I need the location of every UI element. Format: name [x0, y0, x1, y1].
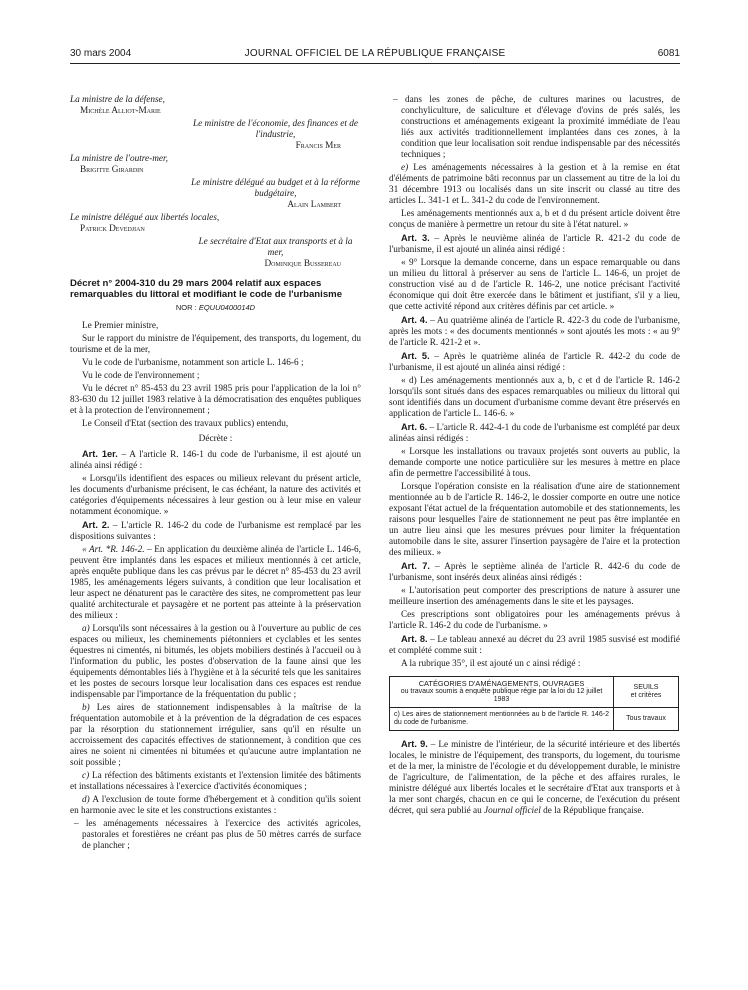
paragraph-text: Lorsqu'ils sont nécessaires à la gestion ou à l'ouverture au public de ces espaces ou milieux, les cheminements piétonniers et cyclables et les sentes équestres ni cimentés, ni bitumés, les objets mobiliers destinés à l'accueil ou à l'information du public, les postes d'observation de la faune ainsi que les équipements démontables liés à l'hygiène et à la sécurité tels que les sanitaires et les postes de secours lorsque leur localisation dans ces espaces est rendue indispensable par l'importance de la fréquentation du public ; — [70, 624, 361, 700]
preamble-line: Le Conseil d'Etat (section des travaux publics) entendu, — [82, 419, 289, 429]
preamble — [70, 321, 361, 445]
paragraph-text: – L'article R. 442-4-1 du code de l'urbanisme est complété par deux alinéas ainsi rédigés : — [389, 423, 680, 444]
article-9-text: – Le ministre de l'intérieur, de la sécurité intérieure et des libertés locales, le ministre de l'équipement, des transports, du logement, du tourisme et de la mer, la ministre de l'écologie et du développement durable, le ministre de l'agriculture, de l'alimentation, de la pêche et des affaires rurales, le ministre délégué aux libertés locales et le secrétaire d'Etat aux transports et à la mer sont chargés, chacun en ce qui le concerne, de l'exécution du présent décret, qui sera publié au — [389, 740, 680, 816]
paragraph-text: – L'article R. 146-2 du code de l'urbanisme est remplacé par les dispositions suivantes : — [70, 521, 361, 542]
paragraph — [389, 233, 680, 256]
signatory-role: La ministre de la défense, — [70, 95, 165, 105]
page-header — [70, 48, 680, 62]
paragraph-text: « L'autorisation peut comporter des prescriptions de nature à assurer une meilleure insertion des aménagements dans le site et les paysages. — [389, 586, 680, 607]
paragraph — [70, 819, 361, 852]
article-lead: Art. 5. — [401, 351, 430, 361]
signature-block — [70, 119, 361, 152]
article-lead: Art. 6. — [401, 422, 428, 432]
left-paragraphs — [70, 449, 361, 852]
paragraph-text: « 9° Lorsque la demande concerne, dans un espace remarquable ou dans un milieu du littoral à préserver au sens de l'article L. 146-6, un projet de construction visé au d de l'article R. 146-2, une notice précisant l'activité économique qui doit être exercée dans le bâtiment et justifiant, s'il y a lieu, que cette activité répond aux critères définis par cet article. » — [389, 258, 680, 312]
paragraph-text: – les aménagements nécessaires à l'exercice des activités agricoles, pastorales et forestières ne créant pas plus de 50 mètres carrés de surface de plancher ; — [74, 819, 361, 851]
paragraph — [389, 561, 680, 584]
paragraph-text: Ces prescriptions sont obligatoires pour les aménagements prévus à l'article R. 146-2 du code de l'urbanisme. » — [389, 610, 680, 631]
item-lead: a) — [82, 624, 90, 634]
paragraph — [70, 624, 361, 701]
signature-block — [70, 178, 361, 211]
paragraph — [389, 95, 680, 161]
signatory-role: La ministre de l'outre-mer, — [70, 154, 168, 164]
signatures-block — [70, 95, 361, 270]
paragraph — [389, 258, 680, 313]
table-cell-category: c) Les aires de stationnement mentionnées au b de l'article R. 146-2 du code de l'urbanisme. — [390, 708, 614, 731]
header-date: 30 mars 2004 — [70, 48, 132, 59]
paragraph-text: – A l'article R. 146-1 du code de l'urbanisme, il est ajouté un alinéa ainsi rédigé : — [70, 450, 361, 471]
paragraph-text: – Après le neuvième alinéa de l'article R. 421-2 du code de l'urbanisme, il est ajouté un alinéa ainsi rédigé : — [389, 234, 680, 255]
paragraph — [70, 449, 361, 472]
paragraph — [389, 209, 680, 231]
item-lead: « Art. *R. 146-2. — [82, 545, 145, 555]
paragraph-text: – Après le quatrième alinéa de l'article R. 442-2 du code de l'urbanisme, il est ajouté un alinéa ainsi rédigé : — [389, 352, 680, 373]
paragraph — [70, 474, 361, 518]
signatory-name: Patrick Devedjian — [80, 224, 145, 234]
table-row — [390, 708, 679, 731]
item-lead: b) — [82, 703, 90, 713]
annex-table — [389, 676, 679, 731]
preamble-line: Vu le décret n° 85-453 du 23 avril 1985 pris pour l'application de la loi n° 83-630 du 12 juillet 1983 relative à la démocratisation des enquêtes publiques et à la protection de l'environnement ; — [70, 384, 361, 416]
paragraph — [70, 771, 361, 793]
article-lead: Art. 7. — [401, 561, 430, 571]
paragraph — [389, 586, 680, 608]
article-lead: Art. 3. — [401, 233, 430, 243]
signatory-name: Brigitte Girardin — [80, 165, 144, 175]
paragraph-text: – dans les zones de pêche, de cultures marines ou lacustres, de conchyliculture, de saliculture et d'élevage d'ovins de prés salés, les constructions et aménagements exigeant la proximité immédiate de l'eau liés aux activités traditionnellement implantées dans ces zones, à la condition que leur localisation soit rendue indispensable par des nécessités techniques ; — [393, 95, 680, 160]
signatory-name: Dominique Bussereau — [264, 259, 341, 269]
table-head-right-2: et critères — [630, 692, 662, 699]
paragraph-text: La réfection des bâtiments existants et l'extension limitée des bâtiments et installations nécessaires à l'exercice d'activités économiques ; — [70, 771, 361, 792]
paragraph — [389, 351, 680, 374]
paragraph — [70, 795, 361, 817]
decret-title: Décret n° 2004-310 du 29 mars 2004 relatif aux espaces remarquables du littoral et modifiant le code de l'urbanisme — [70, 278, 343, 300]
paragraph — [389, 659, 680, 670]
right-column — [389, 95, 680, 819]
nor-code: EQUU0400014D — [198, 303, 256, 312]
article-lead: Art. 8. — [401, 634, 428, 644]
table-cell-threshold: Tous travaux — [614, 708, 679, 731]
item-lead: d) — [82, 795, 90, 805]
table-head-right-1: SEUILS — [633, 684, 659, 691]
left-column — [70, 95, 361, 854]
signature-block — [70, 213, 361, 235]
preamble-line: Le Premier ministre, — [82, 321, 159, 331]
journal-officiel-ref: Journal officiel — [484, 806, 541, 816]
signature-block — [70, 237, 361, 270]
paragraph-text: – Après le septième alinéa de l'article R. 442-6 du code de l'urbanisme, sont insérés deux alinéas ainsi rédigés : — [389, 562, 681, 583]
paragraph-text: – Au quatrième alinéa de l'article R. 422-3 du code de l'urbanisme, après les mots : « des documents mentionnés » sont ajoutés les mots : « au 9° de l'article R. 421-2 et ». — [389, 316, 680, 348]
signatory-role: Le ministre délégué aux libertés locales, — [70, 213, 220, 223]
paragraph-text: Les aménagements mentionnés aux a, b et d du présent article doivent être conçus de manière à permettre un retour du site à l'état naturel. » — [389, 209, 680, 230]
paragraph-text: « Lorsqu'ils identifient des espaces ou milieux relevant du présent article, les documents d'urbanisme précisent, le cas échéant, la nature des activités et catégories d'équipements nécessaires à leur gestion ou à leur mise en valeur notamment économique. » — [70, 474, 361, 517]
paragraph-text: « d) Les aménagements mentionnés aux a, b, c et d de l'article R. 146-2 lorsqu'ils sont situés dans des espaces remarquables ou milieux du littoral qui sont identifiés dans un document d'urbanisme comme devant être préservés en application de l'article L. 146-6. » — [389, 376, 680, 419]
table-header-row — [390, 677, 679, 708]
paragraph-text: Les aménagements nécessaires à la gestion et à la remise en état d'éléments de patrimoine bâti reconnus par un classement au titre de la loi du 31 décembre 1913 ou localisés dans un site inscrit ou classé au titre des articles L. 341-1 et L. 341-2 du code de l'environnement. — [389, 163, 680, 206]
article-lead: Art. 4. — [401, 315, 428, 325]
header-rule — [70, 63, 680, 64]
paragraph — [389, 610, 680, 632]
paragraph-text: – Le tableau annexé au décret du 23 avril 1985 susvisé est modifié et complété comme suit : — [389, 635, 680, 656]
table-head-main: CATÉGORIES D'AMÉNAGEMENTS, OUVRAGES — [418, 679, 585, 688]
preamble-line: Vu le code de l'urbanisme, notamment son article L. 146-6 ; — [82, 358, 304, 368]
header-page-number: 6081 — [657, 48, 680, 59]
paragraph-text: A l'exclusion de toute forme d'hébergement et à condition qu'ils soient en harmonie avec le site et les constructions existantes : — [70, 795, 361, 816]
article-lead: Art. 2. — [82, 520, 110, 530]
signatory-name: Alain Lambert — [287, 200, 341, 210]
paragraph-text: – En application du deuxième alinéa de l'article L. 146-6, peuvent être implantés dans les espaces et milieux mentionnés à cet article, après enquête publique dans les cas prévus par le décret n° 85-453 du 23 avril 1985, les aménagements légers suivants, à condition que leur localisation et leur aspect ne dénaturent pas le caractère des sites, ne compromettent pas leur qualité architecturale et paysagère et ne portent pas atteinte à la préservation des milieux : — [70, 545, 361, 621]
signatory-name: Michèle Alliot-Marie — [80, 106, 161, 116]
paragraph-text: Les aires de stationnement indispensables à la maîtrise de la fréquentation automobile et à la prévention de la dégradation de ces espaces par la résorption du stationnement irrégulier, sans qu'il en résulte un accroissement des capacités effectives de stationnement, à condition que ces aires ne soient ni cimentées ni bitumées et qu'aucune autre implantation ne soit possible ; — [70, 703, 361, 768]
paragraph — [389, 163, 680, 207]
item-lead: c) — [82, 771, 90, 781]
preamble-line: Sur le rapport du ministre de l'équipement, des transports, du logement, du tourisme et de la mer, — [70, 334, 361, 355]
paragraph — [389, 376, 680, 420]
nor-label: NOR : — [175, 303, 197, 312]
paragraph — [70, 520, 361, 543]
paragraph — [70, 703, 361, 769]
table-header-main — [390, 677, 614, 708]
paragraph — [389, 447, 680, 480]
signatory-role: Le ministre de l'économie, des finances et de l'industrie, — [192, 119, 358, 140]
preamble-line: Décrète : — [198, 434, 233, 444]
article-lead: Art. 1er. — [82, 449, 118, 459]
paragraph-text: « Lorsque les installations ou travaux projetés sont ouverts au public, la demande comporte une notice particulière sur les mesures à mettre en place afin de permettre l'accessibilité à tous. — [389, 447, 680, 479]
signatory-role: Le secrétaire d'Etat aux transports et à la mer, — [198, 237, 353, 258]
paragraph-text: Lorsque l'opération consiste en la réalisation d'une aire de stationnement mentionnée au b de l'article R. 146-2, le dossier comporte en outre une notice exposant l'état actuel de la fréquentation automobile et des stationnements, les raisons pour lesquelles l'aire de stationnement ne peut pas être implantée en un autre lieu ainsi que les mesures prévues pour limiter la fréquentation automobile dans le site, assurer l'insertion paysagère de l'aire et la protection des milieux. » — [389, 482, 680, 558]
article-9-end: de la République française. — [540, 806, 644, 816]
nor-line — [70, 302, 361, 313]
paragraph — [389, 482, 680, 559]
paragraph — [389, 634, 680, 657]
table-head-sub: ou travaux soumis à enquête publique régie par la loi du 12 juillet 1983 — [400, 688, 603, 703]
article-9-lead: Art. 9. — [401, 739, 428, 749]
signatory-name: Francis Mer — [295, 141, 341, 151]
signature-block — [70, 95, 361, 117]
item-lead: e) — [401, 163, 409, 173]
right-paragraphs — [389, 95, 680, 670]
signature-block — [70, 154, 361, 176]
paragraph-text: A la rubrique 35°, il est ajouté un c ainsi rédigé : — [401, 659, 581, 669]
signatory-role: Le ministre délégué au budget et à la réforme budgétaire, — [191, 178, 360, 199]
paragraph — [389, 422, 680, 445]
article-9 — [389, 739, 680, 817]
table-header-thresholds — [614, 677, 679, 708]
preamble-line: Vu le code de l'environnement ; — [82, 371, 200, 381]
paragraph — [70, 545, 361, 622]
paragraph — [389, 315, 680, 349]
header-journal-title: JOURNAL OFFICIEL DE LA RÉPUBLIQUE FRANÇAISE — [244, 48, 506, 59]
